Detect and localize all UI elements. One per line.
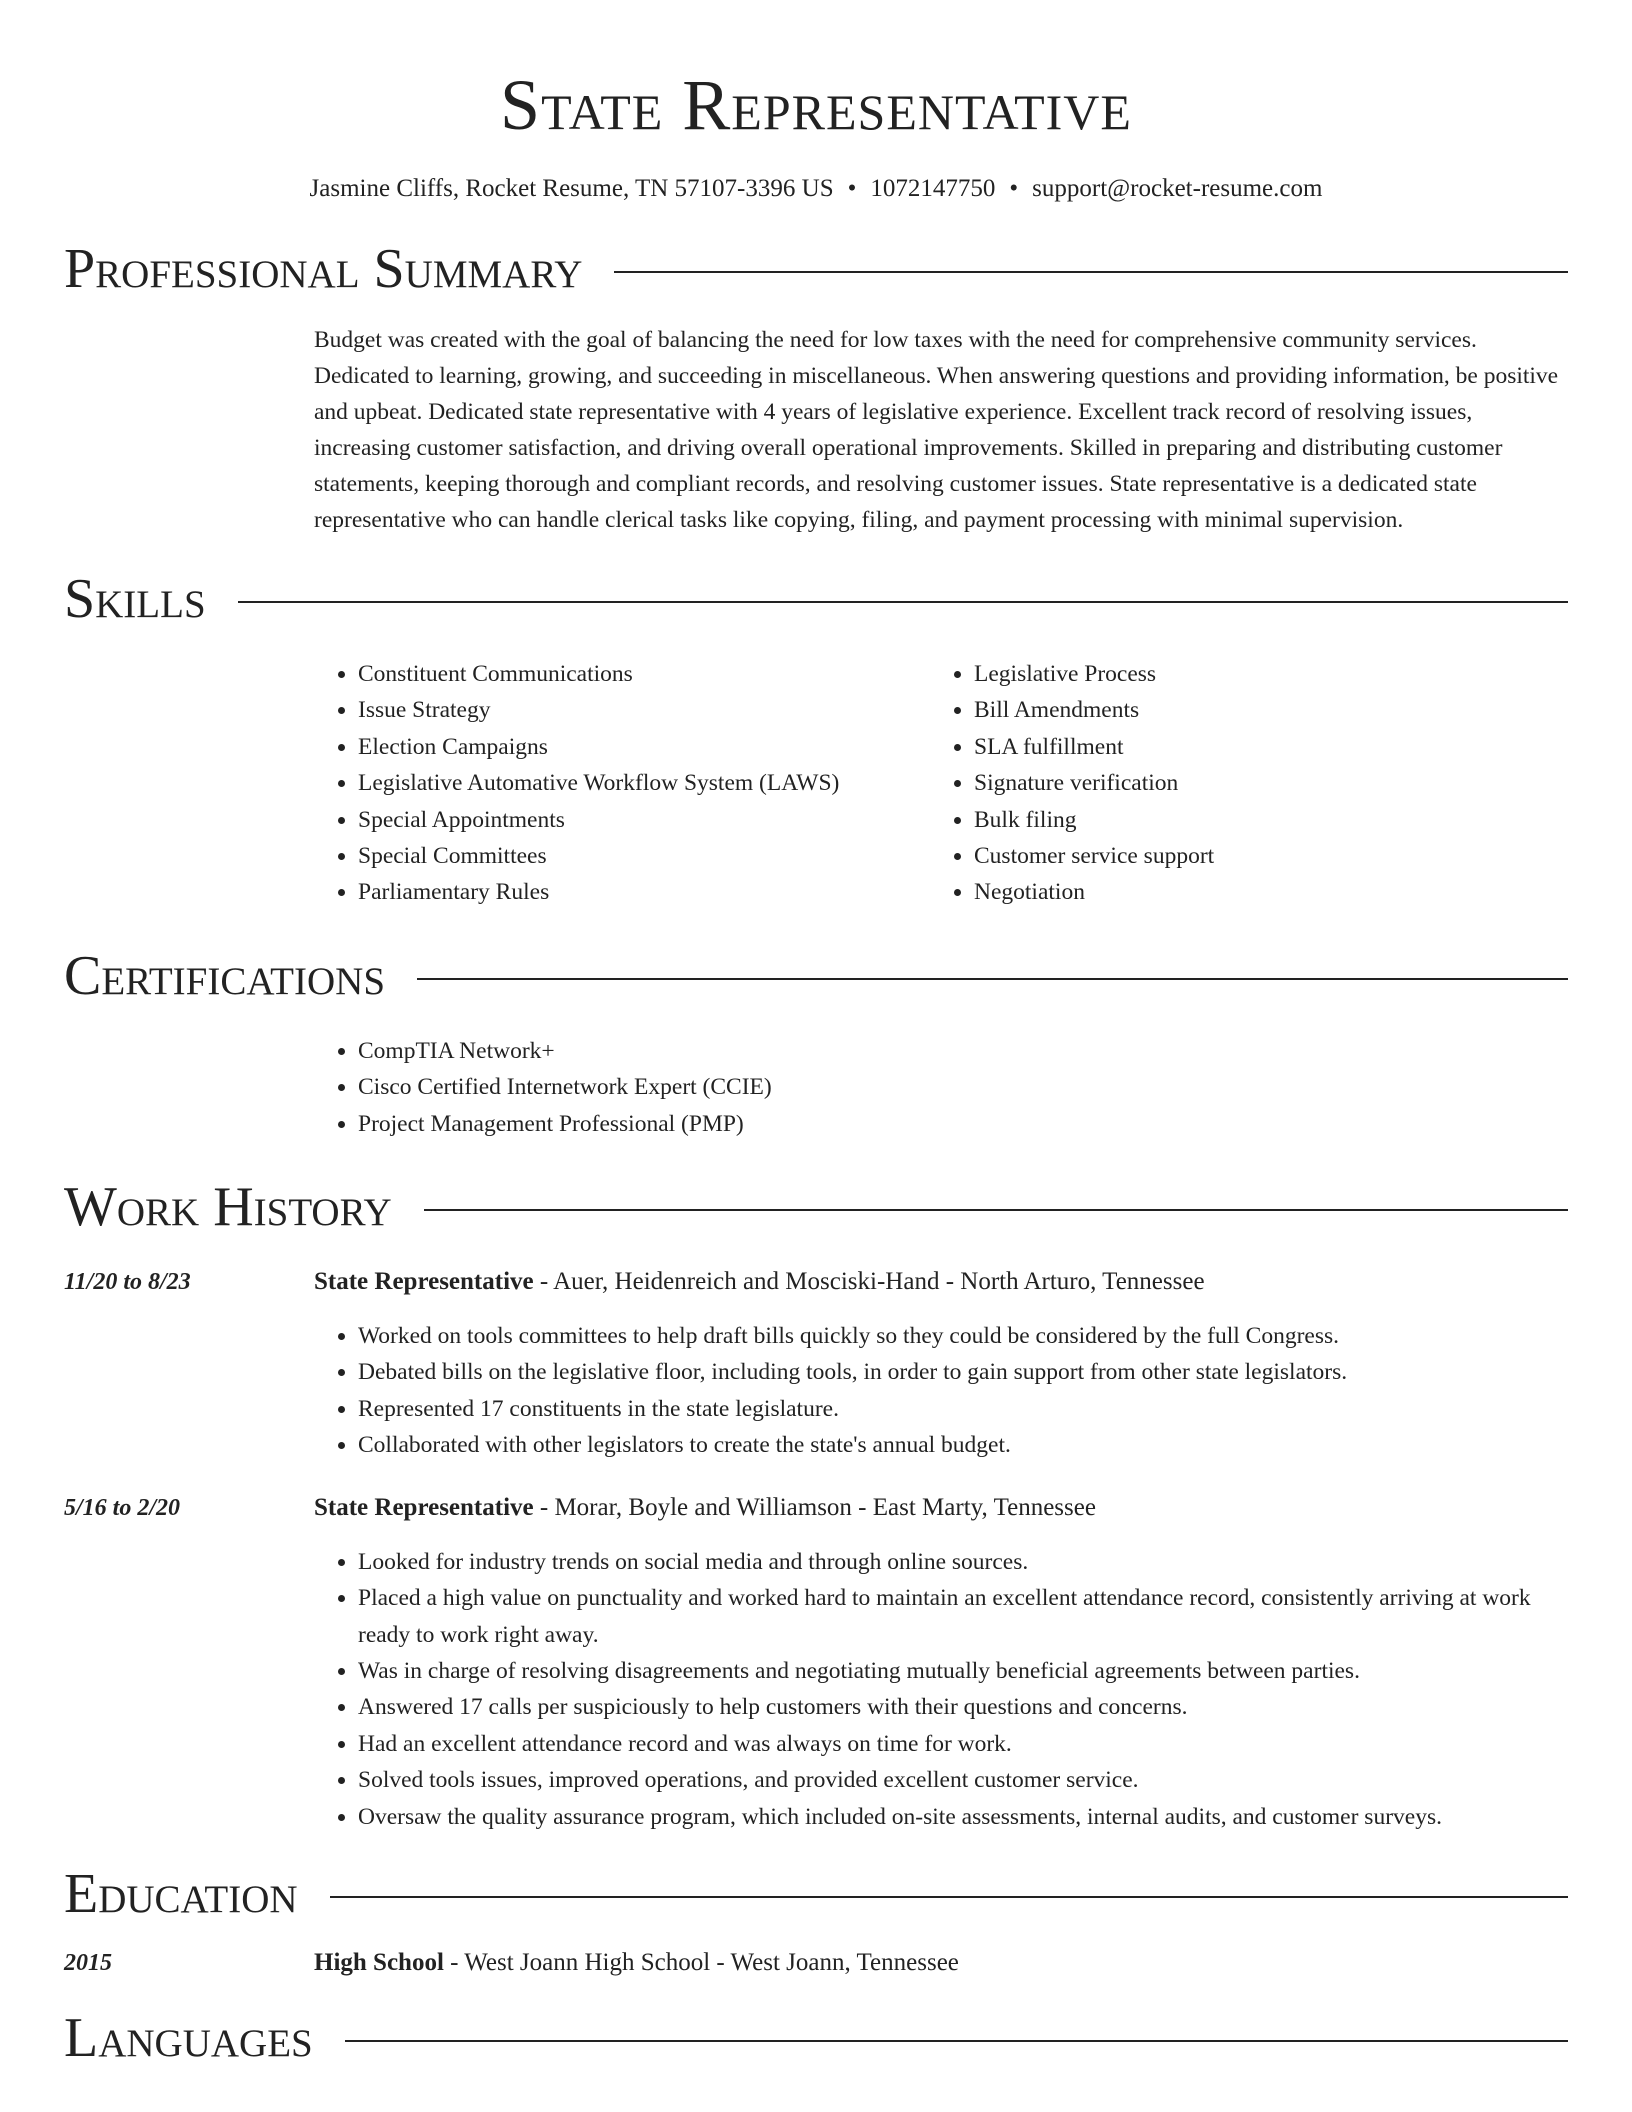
job-dates: 5/16 to 2/20 [64,1494,181,1521]
education-year: 2015 [64,1949,112,1976]
skill-item: • Issue Strategy [358,692,930,728]
skills-heading: Skills [64,568,206,630]
job-dates: 11/20 to 8/23 [64,1269,191,1296]
skills-column-right [930,656,1546,911]
resume-page [64,0,1568,2073]
section-divider [417,978,1568,980]
job-bullet: • Collaborated with other legislators to create the state's annual budget. [358,1427,1568,1463]
skill-item: • Negotiation [974,874,1546,910]
skill-item: • Parliamentary Rules [358,874,930,910]
job-heading [314,1264,1568,1300]
languages-section-header [64,2003,1568,2073]
skill-item: • Constituent Communications [358,656,930,692]
contact-email: support@rocket-resume.com [1032,175,1323,202]
contact-line [64,172,1568,206]
languages-heading: Languages [64,2006,313,2069]
contact-address: Jasmine Cliffs, Rocket Resume, TN 57107-3396 US [309,175,834,202]
job-bullet: • Placed a high value on punctuality and worked hard to maintain an excellent attendance record, consistently arriving at work ready to work right away. [358,1580,1568,1653]
work-history-section-header [64,1172,1568,1242]
job-role: State Representative [314,1493,534,1521]
job-detail [314,1490,1568,1835]
education-degree: High School [314,1948,444,1976]
certifications-section-header [64,941,1568,1011]
job-bullet: • Solved tools issues, improved operations, and provided excellent customer service. [358,1762,1568,1798]
job-bullet: • Worked on tools committees to help draft bills quickly so they could be considered by the full Congress. [358,1318,1568,1354]
education-entry [64,1945,1568,1981]
section-divider [345,2040,1568,2042]
job-employer: - Morar, Boyle and Williamson - East Marty, Tennessee [533,1493,1096,1521]
skills-column-left [314,656,930,911]
skill-item: • Special Appointments [358,802,930,838]
skill-item: • Legislative Process [974,656,1546,692]
summary-section-header [64,234,1568,304]
skill-item: • Customer service support [974,838,1546,874]
skills-section-header [64,564,1568,634]
job-detail [314,1264,1568,1464]
section-divider [614,271,1568,273]
work-history-heading: Work History [64,1176,392,1239]
contact-phone: 1072147750 [870,175,996,202]
certifications-list [314,1033,1568,1142]
skill-item: • Signature verification [974,765,1546,801]
job-employer: - Auer, Heidenreich and Mosciski-Hand - North Arturo, Tennessee [533,1268,1205,1296]
job-entry [64,1264,1568,1464]
skill-item: • Bill Amendments [974,692,1546,728]
job-bullet: • Represented 17 constituents in the state legislature. [358,1391,1568,1427]
contact-separator: • [1009,175,1019,202]
summary-text: Budget was created with the goal of balancing the need for low taxes with the need for comprehensive community services. Dedicated to learning, growing, and succeeding in miscellaneous. When answering questions and providing information, be positive and upbeat. Dedicated state representative with 4 years of legislative experience. Excellent track record of resolving issues, increasing customer satisfaction, and driving overall operational improvements. Skilled in preparing and distributing customer statements, keeping thorough and compliant records, and resolving customer issues. State representative is a dedicated state representative who can handle clerical tasks like copying, filing, and payment processing with minimal supervision. [314,327,1559,533]
skill-item: • Election Campaigns [358,729,930,765]
section-divider [424,1209,1568,1211]
job-bullet: • Oversaw the quality assurance program, which included on-site assessments, internal audits, and customer surveys. [358,1799,1568,1835]
skill-item: • Special Committees [358,838,930,874]
job-bullet: • Looked for industry trends on social media and through online sources. [358,1544,1568,1580]
job-bullet: • Answered 17 calls per suspiciously to help customers with their questions and concerns. [358,1689,1568,1725]
job-bullet: • Debated bills on the legislative floor, including tools, in order to gain support from other state legislators. [358,1354,1568,1390]
summary-heading: Professional Summary [64,238,583,300]
skill-item: • Legislative Automative Workflow System (LAWS) [358,765,930,801]
section-divider [330,1896,1568,1898]
contact-separator: • [847,175,857,202]
certifications-heading: Certifications [64,944,386,1007]
education-school: - West Joann High School - West Joann, Tennessee [443,1948,959,1976]
skills-list [314,656,1568,911]
education-heading: Education [64,1862,298,1925]
section-divider [238,601,1568,603]
education-detail [314,1945,959,1981]
skill-item: • SLA fulfillment [974,729,1546,765]
job-entry [64,1490,1568,1835]
job-bullet: • Had an excellent attendance record and was always on time for work. [358,1726,1568,1762]
education-section-header [64,1859,1568,1929]
certification-item: • Cisco Certified Internetwork Expert (CCIE) [358,1069,1568,1105]
skill-item: • Bulk filing [974,802,1546,838]
job-role: State Representative [314,1268,534,1296]
job-heading [314,1490,1568,1526]
certification-item: • CompTIA Network+ [358,1033,1568,1069]
certification-item: • Project Management Professional (PMP) [358,1106,1568,1142]
job-bullet: • Was in charge of resolving disagreements and negotiating mutually beneficial agreements between parties. [358,1653,1568,1689]
resume-title: State Representative [500,65,1132,145]
